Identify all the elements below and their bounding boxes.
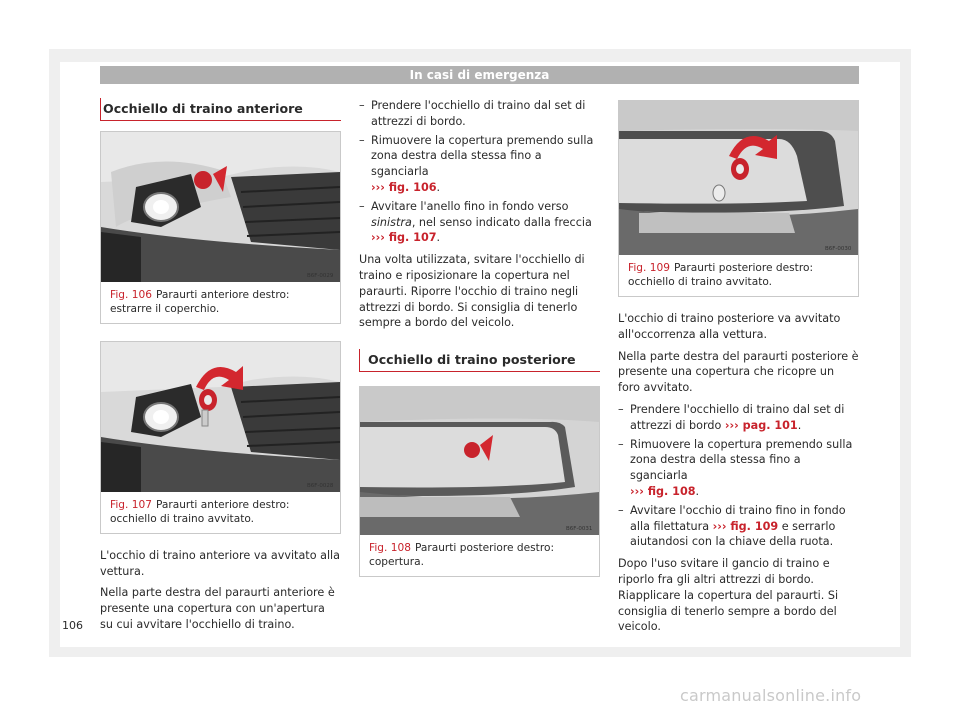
figure-caption: [101, 282, 340, 323]
figure-code: B6F-0029: [307, 272, 334, 279]
list-item: – Avvitare l'anello fino in fondo verso sinistra, nel senso indicato dalla freccia ››› fig. 107.: [359, 199, 600, 246]
figure-code: B6F-0031: [566, 525, 593, 532]
caption-text: Paraurti anteriore destro: estrarre il coperchio.: [110, 288, 290, 315]
caption-text: Paraurti posteriore destro: copertura.: [369, 541, 555, 568]
figure-108: [359, 386, 600, 577]
step-list-front: [359, 98, 600, 246]
paragraph: Nella parte destra del paraurti posteriore è presente una copertura che ricopre un foro avvitato.: [618, 349, 859, 395]
figure-label: Fig. 107: [110, 498, 152, 511]
column-2: [359, 98, 600, 587]
rear-tow-eye-image: [619, 101, 858, 255]
figure-reference-link[interactable]: ››› fig. 108: [630, 484, 696, 498]
paragraph: Nella parte destra del paraurti anteriore è presente una copertura con un'apertura su cui avvitare l'occhiello di traino.: [100, 586, 335, 631]
figure-code: B6F-0030: [825, 246, 852, 252]
front-tow-eye-image: [101, 342, 340, 492]
section-heading-front: Occhiello di traino anteriore: [100, 98, 341, 121]
figure-label: Fig. 108: [369, 541, 411, 554]
figure-reference-link[interactable]: ››› fig. 109: [712, 519, 779, 533]
paragraph: Una volta utilizzata, svitare l'occhiello di traino e riposizionare la copertura nel paraurti. Riporre l'occhio di traino negli attrezzi di bordo. Si consiglia di tenerlo sempre a bordo del veicolo.: [359, 253, 585, 330]
list-item: – Prendere l'occhiello di traino dal set di attrezzi di bordo.: [359, 98, 600, 130]
figure-107: [100, 341, 341, 534]
figure-caption: [101, 492, 340, 533]
figure-109: [618, 100, 859, 297]
paragraph: Dopo l'uso svitare il gancio di traino e riporlo fra gli altri attrezzi di bordo. Riapplicare la copertura del paraurti. Si consiglia di tenerlo sempre a bordo del veicolo.: [618, 557, 839, 634]
figure-label: Fig. 109: [628, 262, 670, 274]
column-3: [618, 100, 859, 641]
paragraph: L'occhio di traino anteriore va avvitato alla vettura.: [100, 548, 341, 578]
caption-text: Paraurti posteriore destro: occhiello di traino avvitato.: [628, 262, 814, 288]
figure-106: [100, 131, 341, 324]
figure-caption: [360, 535, 599, 576]
figure-label: Fig. 106: [110, 288, 152, 301]
caption-text: Paraurti anteriore destro: occhiello di traino avvitato.: [110, 498, 290, 525]
front-bumper-cover-image: [101, 132, 340, 282]
figure-reference-link[interactable]: ››› fig. 107: [371, 231, 437, 245]
list-item: – Rimuovere la copertura premendo sulla zona destra della stessa fino a sganciarla ››› fig. 108.: [618, 437, 859, 500]
column-1: [100, 98, 341, 639]
page-reference-link[interactable]: ››› pag. 101: [724, 418, 798, 432]
figure-reference-link[interactable]: ››› fig. 106: [371, 180, 437, 194]
page-number: 106: [62, 619, 83, 632]
list-item: – Avvitare l'occhio di traino fino in fondo alla filettatura ››› fig. 109 e serrarlo aiutandosi con la chiave della ruota.: [618, 503, 859, 550]
section-heading-rear: Occhiello di traino posteriore: [359, 349, 600, 372]
list-item: – Rimuovere la copertura premendo sulla zona destra della stessa fino a sganciarla ››› fig. 106.: [359, 133, 600, 196]
chapter-header: In casi di emergenza: [100, 66, 859, 84]
paragraph: L'occhio di traino posteriore va avvitato all'occorrenza alla vettura.: [618, 312, 841, 341]
list-item: – Prendere l'occhiello di traino dal set di attrezzi di bordo ››› pag. 101.: [618, 402, 859, 434]
figure-caption: [619, 255, 858, 296]
rear-bumper-cover-image: [360, 387, 599, 535]
watermark: carmanualsonline.info: [680, 686, 862, 705]
figure-code: B6F-0028: [307, 482, 334, 489]
step-list-rear: [618, 402, 859, 550]
